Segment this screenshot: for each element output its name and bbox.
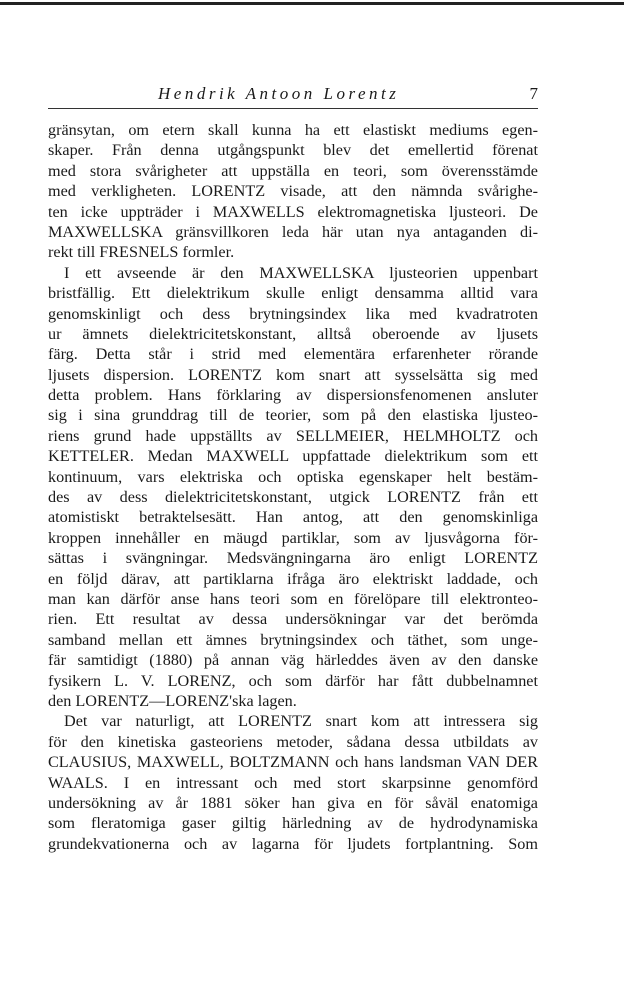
text-line: fär samtidigt (1880) på annan väg härleddes även av den danske (48, 651, 538, 670)
text-line: med verkligheten. LORENTZ visade, att den nämnda svårighe- (48, 182, 538, 201)
running-title: Hendrik Antoon Lorentz (158, 84, 400, 103)
text-line: grundekvationerna och av lagarna för ljudets fortplantning. Som (48, 834, 538, 853)
text-line: rien. Ett resultat av dessa undersökningar var det berömda (48, 610, 538, 629)
text-line: rekt till FRESNELS formler. (48, 243, 235, 262)
text-line: samband mellan ett ämnes brytningsindex och täthet, som unge- (48, 630, 538, 649)
text-line: MAXWELLSKA gränsvillkoren leda här utan nya antaganden di- (48, 222, 538, 241)
text-line: kontinuum, vars elektriska och optiska egenskaper helt bestäm- (48, 467, 538, 486)
text-line: ur ämnets dielektricitetskonstant, alltså oberoende av ljusets (48, 324, 538, 343)
text-line: kroppen innehåller en mäugd partiklar, som av ljusvågorna för- (48, 528, 538, 547)
text-line: sig i sina grunddrag till de teorier, som på den elastiska ljusteo- (48, 406, 538, 425)
top-edge-rule (0, 2, 624, 5)
text-line: atomistiskt betraktelsesätt. Han antog, att den genomskinliga (48, 508, 538, 527)
text-line: fysikern L. V. LORENZ, och som därför har fått dubbelnamnet (48, 671, 538, 690)
page-number: 7 (529, 84, 538, 103)
text-line: detta problem. Hans förklaring av dispersionsfenomenen ansluter (48, 386, 538, 405)
text-line: CLAUSIUS, MAXWELL, BOLTZMANN och hans landsman VAN DER (48, 753, 538, 772)
header-rule (48, 108, 538, 109)
text-line: en följd därav, att partiklarna ifråga äro elektriskt laddade, och (48, 569, 538, 588)
text-line: som fleratomiga gaser giltig härledning av de hydrodynamiska (48, 814, 538, 833)
text-line: I ett avseende är den MAXWELLSKA ljusteorien uppenbart (64, 263, 538, 282)
text-line: för den kinetiska gasteoriens metoder, sådana dessa utbildats av (48, 732, 538, 751)
text-line: färg. Detta står i strid med elementära erfarenheter rörande (48, 345, 538, 364)
text-line: bristfällig. Ett dielektrikum skulle enligt densamma alltid vara (48, 284, 538, 303)
text-line: Det var naturligt, att LORENTZ snart kom att intressera sig (64, 712, 538, 731)
text-line: genomskinligt och dess brytningsindex lika med kvadratroten (48, 304, 538, 323)
text-line: den LORENTZ—LORENZ'ska lagen. (48, 691, 297, 710)
text-line: ljusets dispersion. LORENTZ kom snart att sysselsätta sig med (48, 365, 538, 384)
text-line: undersökning av år 1881 söker han giva en för såväl enatomiga (48, 793, 538, 812)
text-line: sättas i svängningar. Medsvängningarna äro enligt LORENTZ (48, 549, 538, 568)
text-line: KETTELER. Medan MAXWELL uppfattade dielektrikum som ett (48, 447, 538, 466)
body-text (48, 120, 538, 854)
text-line: des av dess dielektricitetskonstant, utgick LORENTZ från ett (48, 488, 538, 507)
text-line: med stora svårigheter att uppställa en teori, som överensstämde (48, 161, 538, 180)
text-line: skaper. Från denna utgångspunkt blev det emellertid förenat (48, 141, 538, 160)
text-line: ten icke uppträder i MAXWELLS elektromagnetiska ljusteori. De (48, 202, 538, 221)
text-line: gränsytan, om etern skall kunna ha ett elastiskt mediums egen- (48, 121, 538, 139)
running-head (48, 84, 538, 106)
text-line: WAALS. I en intressant och med stort skarpsinne genomförd (48, 773, 538, 792)
text-line: man kan därför anse hans teori som en förelöpare till elektronteo- (48, 589, 538, 608)
text-line: riens grund hade uppställts av SELLMEIER, HELMHOLTZ och (48, 426, 538, 445)
